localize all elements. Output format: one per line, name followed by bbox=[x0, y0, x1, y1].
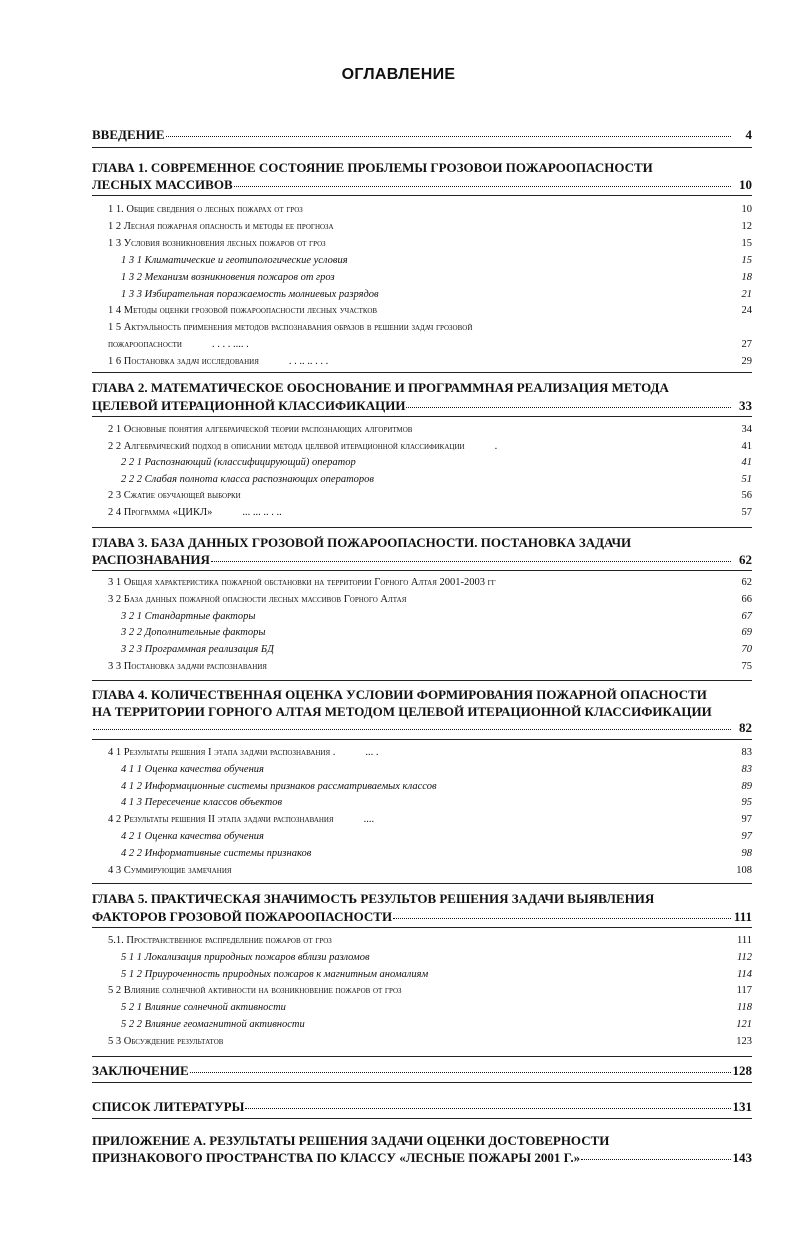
toc-subentry-label: 4 2 Результаты решения II этапа задачи распознавания bbox=[108, 814, 334, 826]
toc-page: 62 bbox=[739, 552, 752, 567]
toc-subentry-page: 121 bbox=[736, 1019, 752, 1030]
chapter-3-title-line1[interactable]: ГЛАВА 3. БАЗА ДАННЫХ ГРОЗОВОЙ ПОЖАРООПАСНОСТИ. ПОСТАНОВКА ЗАДАЧИ bbox=[92, 535, 632, 550]
toc-subentry-page: 97 bbox=[741, 814, 752, 826]
leader-dots bbox=[166, 136, 731, 137]
toc-subentry[interactable] bbox=[108, 935, 752, 946]
toc-subentry[interactable] bbox=[121, 272, 752, 283]
toc-subentry-label: 5 1 2 Приуроченность природных пожаров к магнитным аномалиям bbox=[121, 968, 429, 980]
chapter-5-title-line1[interactable]: ГЛАВА 5. ПРАКТИЧЕСКАЯ ЗНАЧИМОСТЬ РЕЗУЛЬТОВ РЕШЕНИЯ ЗАДАЧИ ВЫЯВЛЕНИЯ bbox=[92, 891, 655, 906]
toc-label: ПРИЗНАКОВОГО ПРОСТРАНСТВА ПО КЛАССУ «ЛЕСНЫЕ ПОЖАРЫ 2001 Г.» bbox=[92, 1150, 581, 1165]
toc-entry-chapter-2[interactable] bbox=[92, 398, 752, 414]
toc-subentry-page: 29 bbox=[741, 356, 752, 368]
toc-subentry-page: 114 bbox=[737, 968, 752, 980]
toc-subentry-label: 5 2 2 Влияние геомагнитной активности bbox=[121, 1019, 305, 1030]
divider bbox=[92, 1118, 752, 1119]
toc-subentry-page: 69 bbox=[741, 627, 752, 639]
toc-subentry-page: 15 bbox=[741, 237, 752, 249]
toc-subentry-label: 1 5 Актуальность применения методов распознавания образов в решении задач грозовой bbox=[108, 322, 473, 334]
leader-dots bbox=[581, 1159, 731, 1160]
divider bbox=[92, 372, 752, 373]
toc-subentry[interactable] bbox=[121, 797, 752, 808]
toc-subentry-label: 5 2 Влияние солнечной активности на возникновение пожаров от гроз bbox=[108, 985, 402, 997]
toc-subentry[interactable] bbox=[121, 627, 752, 638]
toc-subentry-filler: . bbox=[494, 440, 498, 452]
toc-entry-chapter-1[interactable] bbox=[92, 177, 752, 193]
toc-subentry[interactable] bbox=[108, 1036, 752, 1047]
toc-page: 131 bbox=[732, 1099, 752, 1114]
toc-subentry-filler: . . . . .... . bbox=[211, 339, 249, 351]
leader-dots bbox=[190, 1072, 731, 1073]
toc-subentry-label: 2 2 Алгебраический подход в описании метода целевой итерационной классификации bbox=[108, 440, 465, 452]
toc-subentry-label: 1 1. Общие сведения о лесных пожарах от гроз bbox=[108, 204, 303, 215]
toc-subentry-label: 4 1 3 Пересечение классов объектов bbox=[121, 797, 283, 809]
toc-subentry[interactable] bbox=[108, 424, 752, 435]
toc-label: ФАКТОРОВ ГРОЗОВОЙ ПОЖАРООПАСНОСТИ bbox=[92, 909, 393, 924]
toc-subentry[interactable] bbox=[121, 831, 752, 842]
toc-subentry-page: 18 bbox=[741, 271, 752, 283]
divider bbox=[92, 739, 752, 740]
toc-entry-intro[interactable] bbox=[92, 127, 752, 143]
leader-dots bbox=[211, 561, 731, 562]
toc-subentry[interactable] bbox=[108, 221, 752, 232]
toc-subentry-label: 3 2 2 Дополнительные факторы bbox=[121, 627, 266, 639]
toc-subentry[interactable] bbox=[121, 289, 752, 300]
toc-label: ЗАКЛЮЧЕНИЕ bbox=[92, 1063, 189, 1078]
toc-subentry[interactable] bbox=[108, 441, 752, 452]
divider bbox=[92, 883, 752, 884]
leader-dots bbox=[93, 729, 731, 730]
toc-label: ЛЕСНЫХ МАССИВОВ bbox=[92, 177, 233, 192]
divider bbox=[92, 527, 752, 528]
toc-subentry-page: 95 bbox=[741, 797, 752, 809]
toc-subentry-page: 62 bbox=[741, 577, 752, 588]
toc-subentry-page: 10 bbox=[741, 204, 752, 215]
toc-subentry-label: 5 2 1 Влияние солнечной активности bbox=[121, 1002, 286, 1014]
toc-subentry[interactable] bbox=[108, 356, 752, 367]
toc-subentry-page: 34 bbox=[741, 424, 752, 435]
toc-subentry[interactable] bbox=[121, 969, 752, 980]
toc-entry-conclusion[interactable] bbox=[92, 1063, 752, 1079]
toc-subentry-page: 83 bbox=[741, 747, 752, 758]
toc-subentry-page: 89 bbox=[741, 780, 752, 792]
chapter-4-title-line2[interactable]: НА ТЕРРИТОРИИ ГОРНОГО АЛТАЯ МЕТОДОМ ЦЕЛЕВОЙ ИТЕРАЦИОННОЙ КЛАССИФИКАЦИИ bbox=[92, 704, 712, 719]
chapter-1-title-line1[interactable]: ГЛАВА 1. СОВРЕМЕННОЕ СОСТОЯНИЕ ПРОБЛЕМЫ ГРОЗОВОИ ПОЖАРООПАСНОСТИ bbox=[92, 160, 653, 175]
toc-subentry-label: 3 2 3 Программная реализация БД bbox=[121, 644, 274, 656]
toc-subentry[interactable] bbox=[121, 1002, 752, 1013]
divider bbox=[92, 147, 752, 148]
chapter-4-title-line1[interactable]: ГЛАВА 4. КОЛИЧЕСТВЕННАЯ ОЦЕНКА УСЛОВИИ ФОРМИРОВАНИЯ ПОЖАРНОЙ ОПАСНОСТИ bbox=[92, 687, 707, 702]
leader-dots bbox=[234, 186, 731, 187]
toc-subentry-label: 3 2 База данных пожарной опасности лесных массивов Горного Алтая bbox=[108, 593, 407, 605]
toc-label: СПИСОК ЛИТЕРАТУРЫ bbox=[92, 1099, 245, 1114]
toc-label: ЦЕЛЕВОЙ ИТЕРАЦИОННОЙ КЛАССИФИКАЦИИ bbox=[92, 398, 406, 413]
page-title: ОГЛАВЛЕНИЕ bbox=[341, 66, 456, 83]
appendix-title-line1[interactable]: ПРИЛОЖЕНИЕ А. РЕЗУЛЬТАТЫ РЕШЕНИЯ ЗАДАЧИ ОЦЕНКИ ДОСТОВЕРНОСТИ bbox=[92, 1133, 610, 1148]
toc-subentry-page: 83 bbox=[741, 763, 752, 775]
toc-subentry-page: 118 bbox=[737, 1002, 752, 1014]
toc-subentry-label: 2 2 2 Слабая полнота класса распознающих операторов bbox=[121, 473, 374, 485]
toc-subentry-label: 1 4 Методы оценки грозовой пожароопасности лесных участков bbox=[108, 305, 378, 317]
toc-subentry-label: 1 3 2 Механизм возникновения пожаров от гроз bbox=[121, 271, 335, 283]
toc-subentry-page: 98 bbox=[741, 847, 752, 859]
toc-subentry[interactable] bbox=[121, 1019, 752, 1030]
toc-subentry-filler: . . .. .. . . . bbox=[288, 356, 329, 368]
toc-subentry[interactable] bbox=[108, 238, 752, 249]
toc-subentry-page: 51 bbox=[741, 473, 752, 485]
toc-page: 128 bbox=[732, 1063, 752, 1078]
divider bbox=[92, 195, 752, 196]
toc-subentry-page: 24 bbox=[741, 305, 752, 317]
toc-subentry[interactable] bbox=[108, 305, 752, 316]
toc-page: 143 bbox=[732, 1150, 752, 1165]
toc-subentry-label: 5 1 1 Локализация природных пожаров вблизи разломов bbox=[121, 951, 370, 963]
divider bbox=[92, 1082, 752, 1083]
toc-subentry-page: 66 bbox=[741, 593, 752, 605]
toc-page: 4 bbox=[745, 127, 752, 142]
toc-subentry-label: 1 2 Лесная пожарная опасность и методы ее прогноза bbox=[108, 220, 334, 232]
toc-subentry[interactable] bbox=[108, 507, 752, 518]
toc-subentry[interactable] bbox=[108, 339, 752, 350]
divider bbox=[92, 680, 752, 681]
toc-subentry-page: 97 bbox=[741, 831, 752, 842]
toc-subentry-label: пожароопасности bbox=[108, 339, 182, 351]
toc-subentry[interactable] bbox=[108, 577, 752, 588]
toc-label: ВВЕДЕНИЕ bbox=[92, 127, 165, 142]
toc-subentry-label: 2 3 Сжатие обучающей выборки bbox=[108, 490, 241, 502]
toc-subentry[interactable] bbox=[108, 322, 752, 333]
toc-entry-chapter-3[interactable] bbox=[92, 552, 752, 568]
toc-subentry-label: 1 3 1 Климатические и геотипологические условия bbox=[121, 254, 348, 266]
toc-page: 82 bbox=[739, 720, 752, 735]
toc-subentry[interactable] bbox=[121, 781, 752, 792]
toc-subentry-label: 3 2 1 Стандартные факторы bbox=[121, 610, 256, 622]
toc-subentry-page: 75 bbox=[741, 661, 752, 672]
leader-dots bbox=[245, 1108, 731, 1109]
toc-subentry-page: 27 bbox=[741, 339, 752, 351]
divider bbox=[92, 416, 752, 417]
toc-subentry-label: 4 3 Суммирующие замечания bbox=[108, 864, 232, 876]
toc-subentry-page: 57 bbox=[741, 507, 752, 518]
leader-dots bbox=[406, 407, 731, 408]
toc-subentry-label: 4 2 2 Информативные системы признаков bbox=[121, 847, 312, 859]
toc-subentry-label: 2 4 Программа «ЦИКЛ» bbox=[108, 507, 213, 518]
toc-subentry-label: 2 1 Основные понятия алгебраической теории распознающих алгоритмов bbox=[108, 424, 413, 435]
toc-subentry-label: 1 6 Постановка задач исследования bbox=[108, 356, 259, 368]
toc-subentry-page: 117 bbox=[736, 985, 752, 997]
toc-subentry-label: 5.1. Пространственное распределение пожаров от гроз bbox=[108, 935, 332, 946]
toc-subentry[interactable] bbox=[108, 865, 752, 876]
divider bbox=[92, 1056, 752, 1057]
toc-subentry[interactable] bbox=[121, 255, 752, 266]
toc-subentry-filler: ... ... .. . .. bbox=[242, 507, 282, 518]
toc-subentry-label: 1 3 Условия возникновения лесных пожаров от гроз bbox=[108, 237, 326, 249]
toc-subentry-page: 12 bbox=[741, 220, 752, 232]
toc-label: РАСПОЗНАВАНИЯ bbox=[92, 552, 210, 567]
toc-subentry[interactable] bbox=[108, 985, 752, 996]
toc-subentry[interactable] bbox=[108, 594, 752, 605]
toc-subentry-page: 21 bbox=[741, 288, 752, 300]
toc-subentry-filler: ... . bbox=[365, 747, 379, 758]
toc-subentry-page: 67 bbox=[741, 610, 752, 622]
toc-subentry[interactable] bbox=[121, 848, 752, 859]
toc-subentry-page: 111 bbox=[737, 935, 752, 946]
toc-subentry-page: 108 bbox=[736, 864, 752, 876]
toc-subentry-label: 4 1 1 Оценка качества обучения bbox=[121, 763, 264, 775]
toc-subentry[interactable] bbox=[121, 474, 752, 485]
toc-subentry-page: 70 bbox=[741, 644, 752, 656]
chapter-2-title-line1[interactable]: ГЛАВА 2. МАТЕМАТИЧЕСКОЕ ОБОСНОВАНИЕ И ПРОГРАММНАЯ РЕАЛИЗАЦИЯ МЕТОДА bbox=[92, 380, 669, 395]
leader-dots bbox=[393, 918, 731, 919]
toc-subentry-label: 4 1 2 Информационные системы признаков рассматриваемых классов bbox=[121, 780, 437, 792]
toc-subentry[interactable] bbox=[108, 661, 752, 672]
toc-subentry-label: 4 1 Результаты решения I этапа задачи распознавания . bbox=[108, 747, 336, 758]
toc-entry-chapter-5[interactable] bbox=[92, 909, 752, 925]
toc-subentry-label: 4 2 1 Оценка качества обучения bbox=[121, 831, 264, 842]
toc-subentry[interactable] bbox=[121, 764, 752, 775]
toc-subentry-page: 123 bbox=[736, 1035, 752, 1047]
toc-subentry[interactable] bbox=[121, 952, 752, 963]
toc-page: 111 bbox=[733, 909, 752, 924]
toc-page: 10 bbox=[739, 177, 752, 192]
toc-subentry-page: 112 bbox=[737, 951, 752, 963]
toc-subentry[interactable] bbox=[108, 204, 752, 215]
toc-subentry-label: 3 3 Постановка задачи распознавания bbox=[108, 661, 267, 672]
toc-subentry[interactable] bbox=[121, 644, 752, 655]
toc-subentry-label: 2 2 1 Распознающий (классифицирующий) оператор bbox=[121, 457, 356, 469]
toc-entry-chapter-4[interactable] bbox=[92, 720, 752, 736]
divider bbox=[92, 927, 752, 928]
toc-subentry[interactable] bbox=[108, 490, 752, 501]
toc-subentry-label: 5 3 Обсуждение результатов bbox=[108, 1035, 224, 1047]
toc-subentry-label: 1 3 3 Избирательная поражаемость молниевых разрядов bbox=[121, 288, 379, 300]
toc-entry-references[interactable] bbox=[92, 1099, 752, 1115]
toc-subentry-page: 41 bbox=[741, 440, 752, 452]
toc-subentry-page: 15 bbox=[741, 254, 752, 266]
toc-subentry[interactable] bbox=[108, 747, 752, 758]
toc-page: 33 bbox=[739, 398, 752, 413]
toc-subentry-label: 3 1 Общая характеристика пожарной обстановки на территории Горного Алтая 2001-2003 гг bbox=[108, 577, 496, 588]
divider bbox=[92, 570, 752, 571]
toc-subentry-filler: .... bbox=[363, 814, 375, 826]
toc-subentry[interactable] bbox=[121, 611, 752, 622]
toc-subentry-page: 56 bbox=[741, 490, 752, 502]
toc-entry-appendix[interactable] bbox=[92, 1150, 752, 1166]
toc-subentry[interactable] bbox=[108, 814, 752, 825]
toc-subentry-page: 41 bbox=[741, 457, 752, 469]
toc-subentry[interactable] bbox=[121, 457, 752, 468]
